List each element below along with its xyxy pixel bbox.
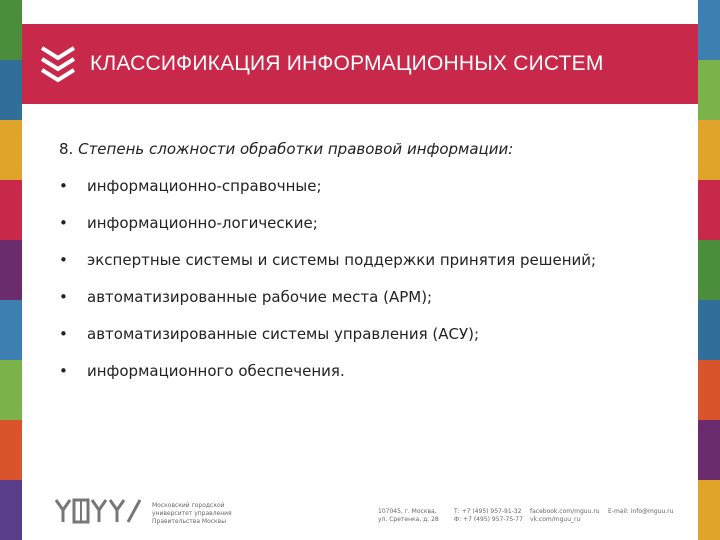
org-line: Правительства Москвы (152, 518, 226, 525)
list-item-text: автоматизированные рабочие места (АРМ); (87, 288, 433, 306)
social-links (530, 508, 600, 524)
section-heading (59, 140, 513, 158)
section-number: 8. (59, 140, 74, 158)
list-item-text: экспертные системы и системы поддержки принятия решений; (87, 251, 597, 269)
bullet-icon: • (59, 288, 68, 306)
right-color-stripe (698, 0, 720, 540)
stripe-segment (0, 240, 22, 300)
list-item (59, 283, 596, 320)
address-line: ул. Сретенка, д. 28 (378, 516, 439, 523)
stripe-segment (698, 480, 720, 540)
address-line: 107045, г. Москва, (378, 508, 437, 515)
stripe-segment (0, 60, 22, 120)
email[interactable]: E-mail: info@mguu.ru (608, 508, 674, 515)
stripe-segment (0, 0, 22, 60)
title-banner (22, 24, 698, 104)
stripe-segment (698, 180, 720, 240)
bullet-icon: • (59, 177, 68, 195)
footer (22, 496, 698, 536)
bullet-icon: • (59, 325, 68, 343)
phone-fax (454, 508, 523, 524)
bullet-icon: • (59, 362, 68, 380)
triple-chevron-down-icon (38, 44, 78, 86)
org-line: университет управления (152, 510, 232, 517)
bullet-icon: • (59, 251, 68, 269)
phone-line: Т: +7 (495) 957-91-32 (454, 508, 522, 515)
stripe-segment (0, 480, 22, 540)
list-item-text: информационно-справочные; (87, 177, 322, 195)
social-link[interactable]: facebook.com/mguu.ru (530, 508, 600, 515)
org-line: Московский городской (152, 502, 225, 509)
stripe-segment (698, 300, 720, 360)
stripe-segment (698, 420, 720, 480)
section-heading-text: Степень сложности обработки правовой информации: (78, 140, 514, 158)
stripe-segment (0, 420, 22, 480)
stripe-segment (698, 360, 720, 420)
stripe-segment (0, 360, 22, 420)
left-color-stripe (0, 0, 22, 540)
stripe-segment (698, 240, 720, 300)
stripe-segment (698, 60, 720, 120)
stripe-segment (0, 120, 22, 180)
bullet-list (59, 172, 596, 394)
stripe-segment (0, 180, 22, 240)
social-link[interactable]: vk.com/mguu_ru (530, 516, 581, 523)
university-logo (54, 498, 142, 524)
stripe-segment (698, 0, 720, 60)
slide (22, 0, 698, 540)
stripe-segment (0, 300, 22, 360)
list-item-text: информационно-логические; (87, 214, 318, 232)
slide-title: КЛАССИФИКАЦИЯ ИНФОРМАЦИОННЫХ СИСТЕМ (90, 52, 604, 75)
list-item (59, 357, 596, 394)
list-item (59, 172, 596, 209)
address (378, 508, 439, 524)
phone-line: Ф: +7 (495) 957-75-77 (454, 516, 523, 523)
list-item-text: информационного обеспечения. (87, 362, 345, 380)
org-name (152, 502, 232, 526)
list-item (59, 209, 596, 246)
stripe-segment (698, 120, 720, 180)
list-item (59, 320, 596, 357)
bullet-icon: • (59, 214, 68, 232)
list-item (59, 246, 596, 283)
list-item-text: автоматизированные системы управления (АСУ); (87, 325, 480, 343)
